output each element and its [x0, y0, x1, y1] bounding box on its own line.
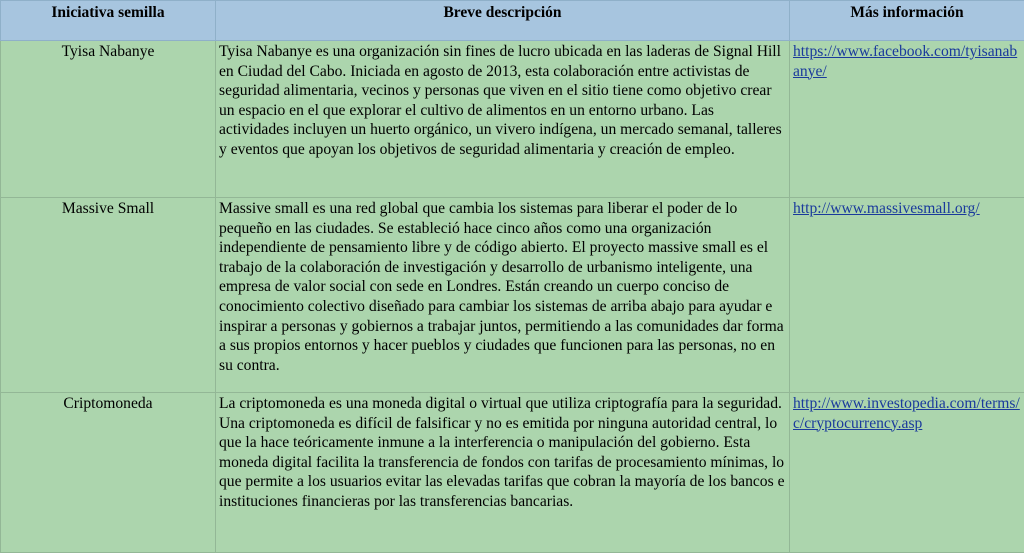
table-row [1, 41, 1024, 198]
header-description: Breve descripción [216, 1, 790, 41]
more-info-cell [790, 41, 1024, 198]
more-info-cell [790, 198, 1024, 393]
header-initiative: Iniciativa semilla [1, 1, 216, 41]
more-info-link[interactable]: http://www.investopedia.com/terms/c/cryptocurrency.asp [793, 395, 1020, 432]
initiative-name: Criptomoneda [1, 393, 216, 553]
header-more-info: Más información [790, 1, 1024, 41]
more-info-link[interactable]: https://www.facebook.com/tyisanabanye/ [793, 43, 1017, 80]
more-info-link[interactable]: http://www.massivesmall.org/ [793, 200, 980, 217]
more-info-cell [790, 393, 1024, 553]
initiative-description: La criptomoneda es una moneda digital o virtual que utiliza criptografía para la seguridad. Una criptomoneda es difícil de falsificar y no es emitida por ninguna autoridad central, lo que la hace teóricamente inmune a la interferencia o manipulación del gobierno. Esta moneda digital facilita la transferencia de fondos con tarifas de procesamiento mínimas, lo que permite a los usuarios evitar las elevadas tarifas que cobran la mayoría de los bancos e instituciones financieras por las transferencias bancarias. [216, 393, 790, 553]
table-row [1, 198, 1024, 393]
table-header-row [1, 1, 1024, 41]
initiative-name: Tyisa Nabanye [1, 41, 216, 198]
initiative-description: Massive small es una red global que cambia los sistemas para liberar el poder de lo pequeño en las ciudades. Se estableció hace cinco años como una organización independiente de pensamiento libre y de código abierto. El proyecto massive small es el trabajo de la colaboración de investigación y desarrollo de urbanismo inteligente, una empresa de valor social con sede en Londres. Están creando un cuerpo conciso de conocimiento colectivo diseñado para cambiar los sistemas de arriba abajo para ayudar e inspirar a personas y gobiernos a trabajar juntos, permitiendo a las comunidades dar forma a sus propios entornos y hacer pueblos y ciudades que funcionen para las personas, no en su contra. [216, 198, 790, 393]
initiative-name: Massive Small [1, 198, 216, 393]
initiative-description: Tyisa Nabanye es una organización sin fines de lucro ubicada en las laderas de Signal Hill en Ciudad del Cabo. Iniciada en agosto de 2013, esta colaboración entre activistas de seguridad alimentaria, vecinos y personas que viven en el sitio tiene como objetivo crear un espacio en el que explorar el cultivo de alimentos en un entorno urbano. Las actividades incluyen un huerto orgánico, un vivero indígena, un mercado semanal, talleres y eventos que apoyan los objetivos de seguridad alimentaria y creación de empleo. [216, 41, 790, 198]
table-row [1, 393, 1024, 553]
